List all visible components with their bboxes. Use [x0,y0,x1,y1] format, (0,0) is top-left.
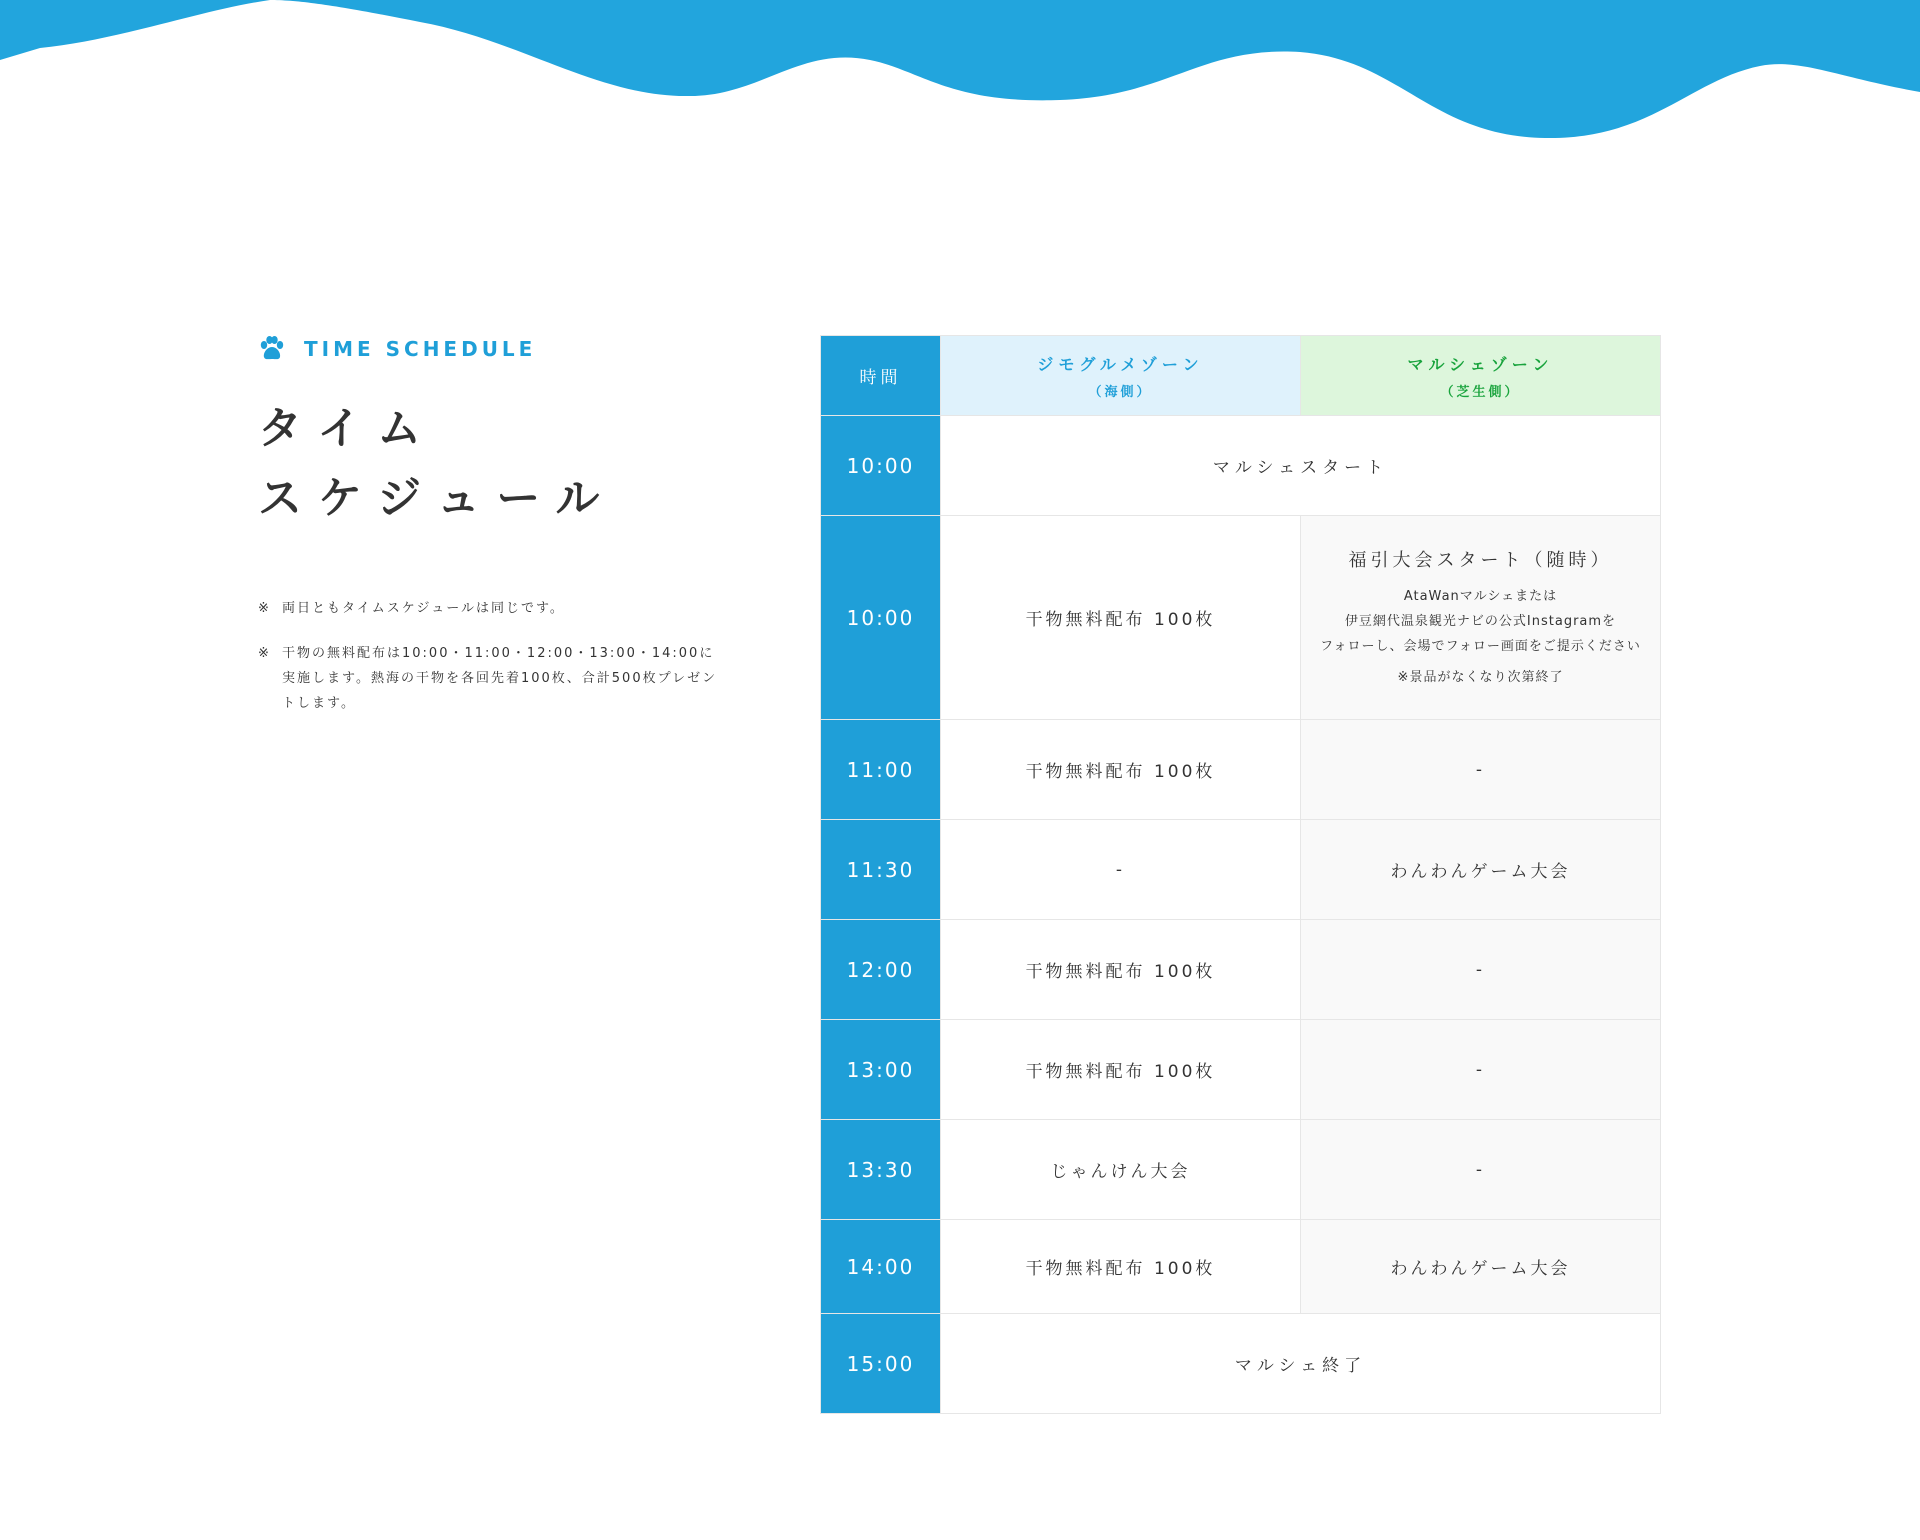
table-row [821,1120,1661,1220]
event-cell-zone1: 干物無料配布 100枚 [941,720,1301,820]
event-cell-zone2: - [1301,920,1661,1020]
page-title-line-1: タイム [258,403,438,454]
event-cell-full: マルシェスタート [941,416,1661,516]
schedule-intro [258,334,718,736]
table-row [821,516,1661,720]
event-cell-full: マルシェ終了 [941,1314,1661,1414]
zone-name: マルシェゾーン [1407,354,1554,374]
event-cell-zone1: 干物無料配布 100枚 [941,920,1301,1020]
note-text: 干物の無料配布は10:00・11:00・12:00・13:00・14:00に実施します。熱海の干物を各回先着100枚、合計500枚プレゼントします。 [282,646,718,711]
lottery-title: 福引大会スタート（随時） [1348,549,1613,571]
note-text: 両日ともタイムスケジュールは同じです。 [282,601,565,616]
event-cell-zone2 [1301,516,1661,720]
table-row [821,920,1661,1020]
schedule-table [820,335,1661,1414]
time-cell: 13:00 [821,1020,941,1120]
time-cell: 13:30 [821,1120,941,1220]
header-zone-jimo-gourmet [941,336,1301,416]
event-cell-zone1: じゃんけん大会 [941,1120,1301,1220]
note-item [258,596,718,621]
page-title-line-2: スケジュール [258,473,616,524]
time-cell: 14:00 [821,1220,941,1314]
header-time: 時間 [821,336,941,416]
event-cell-zone2: - [1301,1120,1661,1220]
time-cell: 11:00 [821,720,941,820]
lottery-line: フォローし、会場でフォロー画面をご提示ください [1320,638,1641,654]
table-row [821,820,1661,920]
zone-name: ジモグルメゾーン [1037,354,1204,374]
lottery-line: 伊豆網代温泉観光ナビの公式Instagramを [1344,613,1617,629]
note-mark: ※ [258,601,271,616]
table-row [821,1020,1661,1120]
lottery-note: ※景品がなくなり次第終了 [1397,669,1564,685]
event-cell-zone1: 干物無料配布 100枚 [941,516,1301,720]
section-label [258,334,718,364]
zone-sub: （海側） [1088,384,1153,400]
time-cell: 12:00 [821,920,941,1020]
time-cell: 10:00 [821,416,941,516]
table-row [821,1314,1661,1414]
table-row [821,416,1661,516]
note-item [258,641,718,716]
note-mark: ※ [258,646,271,661]
event-cell-zone1: 干物無料配布 100枚 [941,1220,1301,1314]
event-cell-zone1: - [941,820,1301,920]
event-cell-zone2: - [1301,1020,1661,1120]
section-label-text: TIME SCHEDULE [304,337,537,361]
event-cell-zone2: わんわんゲーム大会 [1301,1220,1661,1314]
time-cell: 15:00 [821,1314,941,1414]
paw-icon [258,335,286,363]
event-cell-zone2: わんわんゲーム大会 [1301,820,1661,920]
header-zone-marche [1301,336,1661,416]
table-row [821,720,1661,820]
lottery-line: AtaWanマルシェまたは [1403,588,1558,604]
time-cell: 10:00 [821,516,941,720]
table-header-row [821,336,1661,416]
event-cell-zone2: - [1301,720,1661,820]
table-row [821,1220,1661,1314]
zone-sub: （芝生側） [1440,384,1521,400]
wave-header-decoration [0,0,1920,150]
notes [258,596,718,716]
time-cell: 11:30 [821,820,941,920]
event-cell-zone1: 干物無料配布 100枚 [941,1020,1301,1120]
page-title [258,394,718,534]
